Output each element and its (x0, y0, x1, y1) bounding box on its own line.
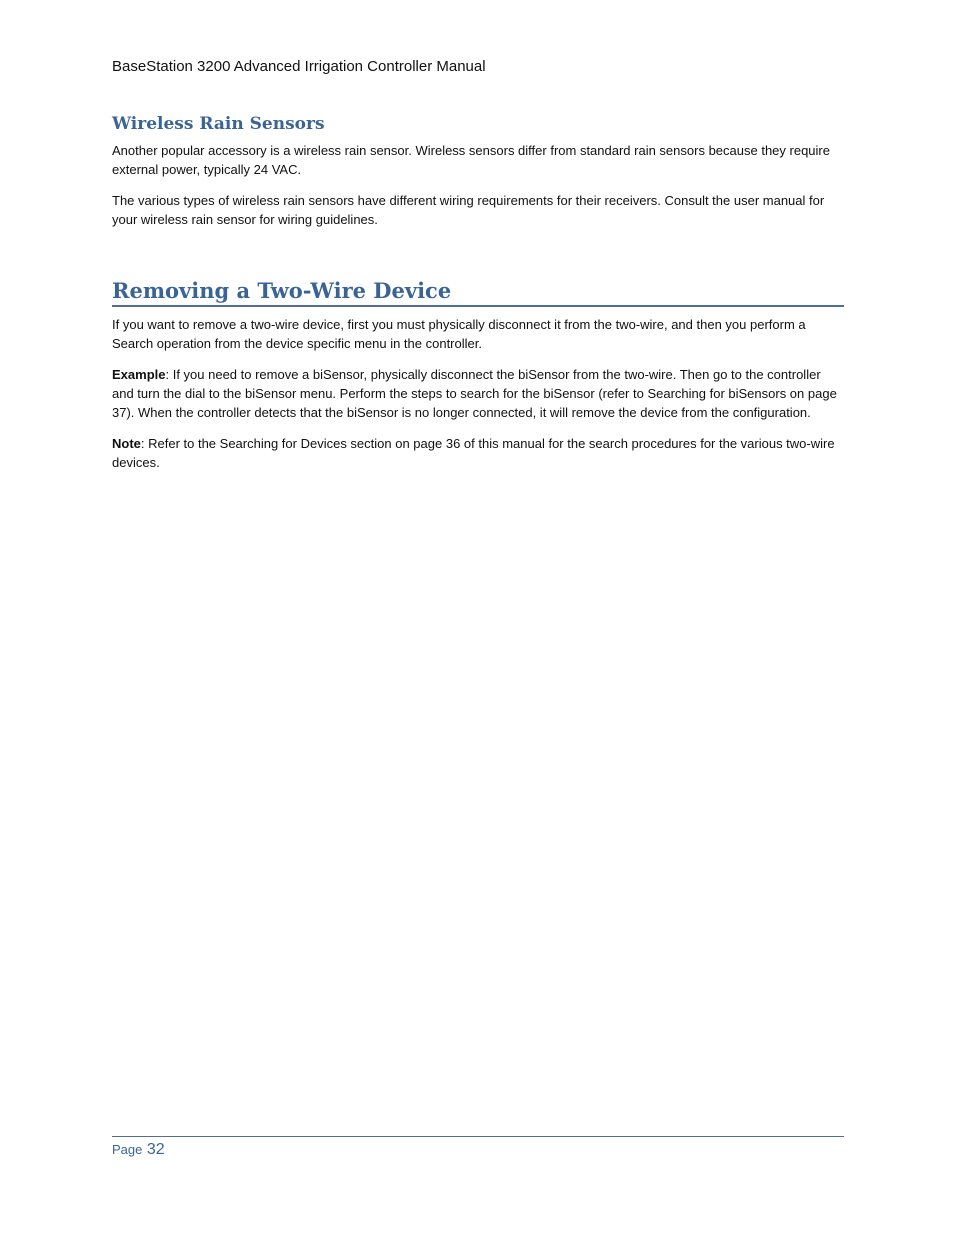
note-text: : Refer to the Searching for Devices section on page 36 of this manual for the search procedures for the various two-wire devices. (112, 436, 835, 470)
section-title-removing-two-wire-device: Removing a Two-Wire Device (112, 277, 844, 307)
example-paragraph (112, 365, 844, 422)
footer-rule (112, 1136, 844, 1137)
page-content (112, 112, 844, 472)
section-removing-two-wire-device (112, 277, 844, 472)
wireless-paragraph-2: The various types of wireless rain sensors have different wiring requirements for their receivers. Consult the user manual for your wireless rain sensor for wiring guidelines. (112, 193, 825, 227)
section-wireless-rain-sensors (112, 112, 844, 229)
subsection-title-wireless-rain-sensors: Wireless Rain Sensors (112, 114, 325, 134)
running-header: BaseStation 3200 Advanced Irrigation Controller Manual (112, 58, 486, 75)
footer-page-label: Page (112, 1142, 143, 1157)
footer-page-number: 32 (146, 1141, 165, 1158)
page-footer (112, 1140, 165, 1160)
example-text: : If you need to remove a biSensor, physically disconnect the biSensor from the two-wire. Then go to the controller and turn the dial to the biSensor menu. Perform the steps to search for the biSensor (refer to Searching for biSensors on page 37). When the controller detects that the biSensor is no longer connected, it will remove the device from the configuration. (112, 367, 837, 420)
wireless-paragraph-1: Another popular accessory is a wireless rain sensor. Wireless sensors differ from standard rain sensors because they require external power, typically 24 VAC. (112, 143, 830, 177)
example-label: Example (112, 367, 166, 382)
note-label: Note (112, 436, 141, 451)
note-paragraph (112, 434, 844, 472)
removing-paragraph-1: If you want to remove a two-wire device, first you must physically disconnect it from the two-wire, and then you perform a Search operation from the device specific menu in the controller. (112, 317, 806, 351)
